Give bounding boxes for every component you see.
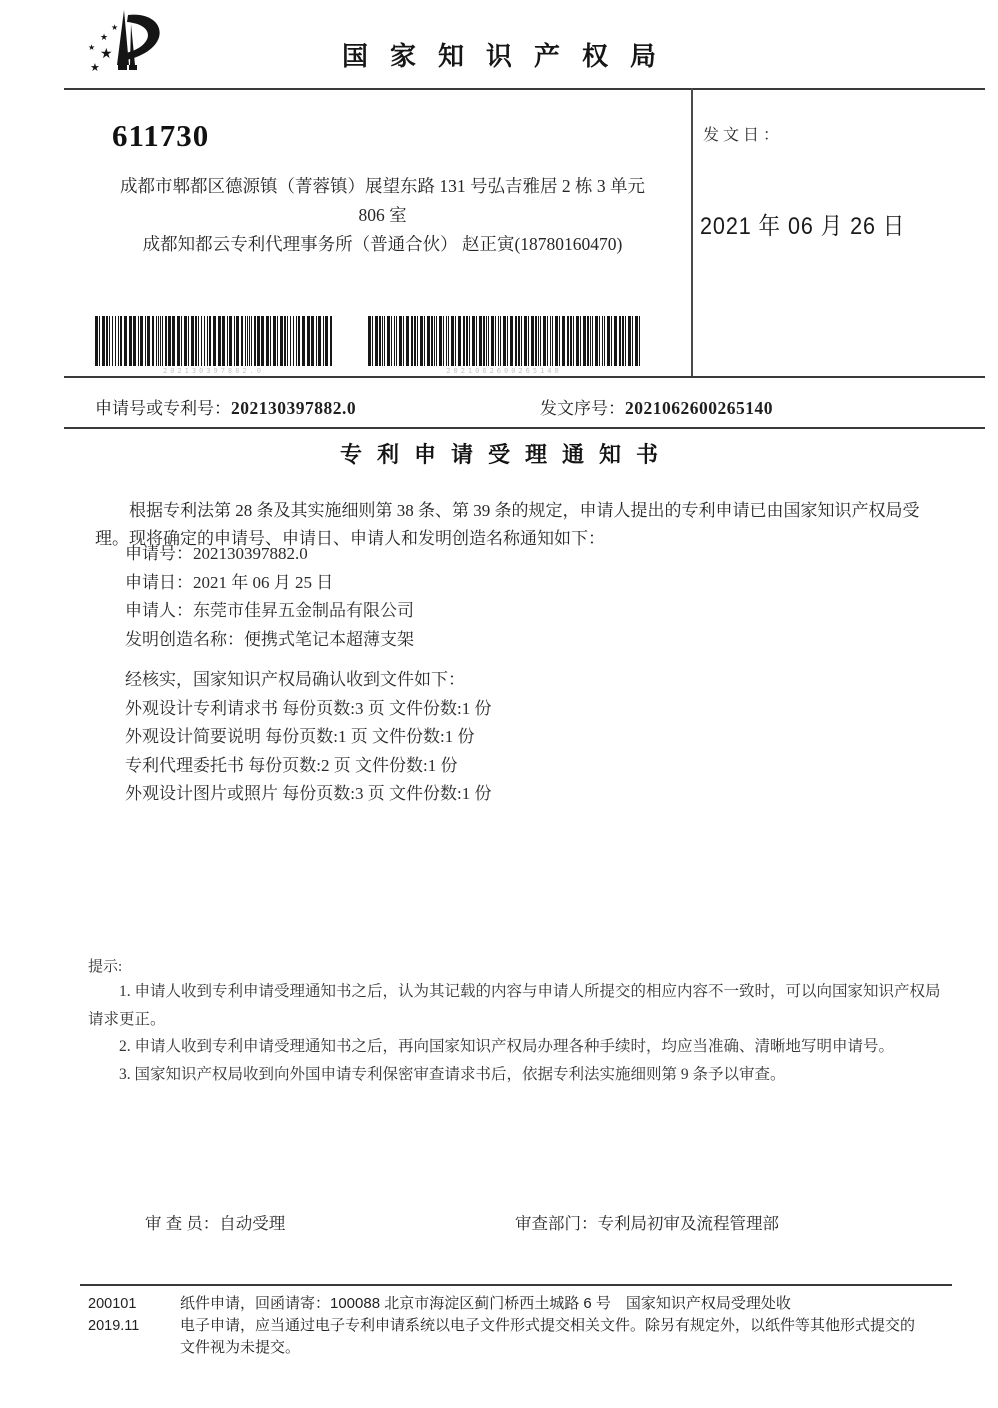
document-item: 外观设计图片或照片 每份页数:3 页 文件份数:1 份 bbox=[125, 784, 492, 803]
issue-date-value: 2021 年 06 月 26 日 bbox=[700, 213, 906, 240]
field-applicant bbox=[125, 597, 414, 626]
serial-number-item bbox=[540, 394, 773, 419]
field-value: 便携式笔记本超薄支架 bbox=[244, 629, 414, 649]
divider-vertical bbox=[691, 88, 693, 376]
footer-note-electronic: 电子申请，应当通过电子专利申请系统以电子文件形式提交相关文件。除另有规定外，以纸件等其他形式提交的文件视为未提交。 bbox=[180, 1317, 916, 1356]
barcode-caption-2: 2021062600265140 bbox=[446, 367, 562, 375]
field-label: 申请号： bbox=[125, 544, 193, 563]
address-line-1: 成都市郫都区德源镇（菁蓉镇）展望东路 131 号弘吉雅居 2 栋 3 单元 bbox=[120, 176, 645, 196]
notice-title: 专利申请受理通知书 bbox=[339, 442, 673, 467]
star-icon: ★ bbox=[88, 43, 96, 52]
field-label: 发明创造名称： bbox=[125, 629, 244, 649]
application-number-label: 申请号或专利号： bbox=[95, 399, 231, 418]
star-icon: ★ bbox=[100, 47, 113, 62]
address-line-2: 806 室 bbox=[358, 205, 407, 225]
document-item: 外观设计专利请求书 每份页数:3 页 文件份数:1 份 bbox=[125, 698, 492, 718]
serial-number-label: 发文序号： bbox=[540, 399, 625, 418]
department-label: 审查部门： bbox=[515, 1214, 598, 1233]
tips-label: 提示: bbox=[88, 959, 123, 975]
received-documents bbox=[125, 666, 491, 809]
footer-code-2: 2019.11 bbox=[88, 1318, 140, 1334]
tip-item-1: 1. 申请人收到专利申请受理通知书之后，认为其记载的内容与申请人所提交的相应内容不一致时，可以向国家知识产权局请求更正。 bbox=[88, 983, 941, 1028]
tip-item-2: 2. 申请人收到专利申请受理通知书之后，再向国家知识产权局办理各种手续时，均应当准确、清晰地写明申请号。 bbox=[119, 1038, 895, 1055]
star-icon: ★ bbox=[90, 62, 100, 74]
footer-note-paper: 纸件申请，回函请寄：100088 北京市海淀区蓟门桥西土城路 6 号 国家知识产权局受理处收 bbox=[180, 1295, 791, 1312]
application-fields bbox=[125, 540, 414, 654]
tip-item-3: 3. 国家知识产权局收到向外国申请专利保密审查请求书后，依据专利法实施细则第 9 条予以审查。 bbox=[119, 1065, 786, 1083]
examiner-label: 审 查 员： bbox=[145, 1214, 220, 1233]
field-value: 东莞市佳昇五金制品有限公司 bbox=[193, 601, 414, 620]
recipient-address-block bbox=[90, 172, 675, 259]
examiner-value: 自动受理 bbox=[219, 1214, 286, 1233]
footer-code-1: 200101 bbox=[88, 1296, 137, 1312]
document-item: 外观设计简要说明 每份页数:1 页 文件份数:1 份 bbox=[125, 727, 475, 746]
field-label: 申请日： bbox=[125, 572, 193, 592]
agent-line: 成都知都云专利代理事务所（普通合伙） 赵正寅(18780160470) bbox=[142, 234, 623, 254]
field-label: 申请人： bbox=[125, 601, 193, 620]
divider-footer bbox=[80, 1284, 952, 1286]
barcode-caption-1: 202130397882.0 bbox=[162, 367, 264, 375]
star-icon: ★ bbox=[111, 23, 119, 32]
barcode-application-number bbox=[95, 316, 332, 366]
barcode-serial-number bbox=[368, 316, 640, 366]
footer-codes bbox=[88, 1293, 139, 1337]
confirm-line: 经核实，国家知识产权局确认收到文件如下： bbox=[125, 670, 465, 689]
examiner-item bbox=[145, 1210, 285, 1234]
star-icon: ★ bbox=[100, 32, 109, 42]
notice-intro: 根据专利法第 28 条及其实施细则第 38 条、第 39 条的规定，申请人提出的专利申请已由国家知识产权局受理。现将确定的申请号、申请日、申请人和发明创造名称通知如下： bbox=[95, 501, 920, 548]
field-invention-title bbox=[125, 626, 414, 655]
field-value: 2021 年 06 月 25 日 bbox=[193, 572, 334, 592]
serial-number-value: 2021062600265140 bbox=[625, 398, 773, 418]
agency-title: 国家知识产权局 bbox=[341, 41, 678, 71]
application-number-value: 202130397882.0 bbox=[231, 398, 357, 418]
document-item: 专利代理委托书 每份页数:2 页 文件份数:1 份 bbox=[125, 755, 458, 775]
department-item bbox=[515, 1210, 779, 1234]
issue-date-label: 发文日： bbox=[703, 127, 784, 144]
divider-number-row-bottom bbox=[64, 427, 985, 429]
field-value: 202130397882.0 bbox=[193, 544, 308, 563]
field-application-no bbox=[125, 540, 414, 569]
postal-code: 611730 bbox=[112, 118, 210, 153]
application-number-item bbox=[95, 394, 356, 419]
tips-list bbox=[88, 978, 944, 1088]
divider-header bbox=[64, 88, 985, 90]
footer-notes bbox=[180, 1293, 928, 1359]
department-value: 专利局初审及流程管理部 bbox=[597, 1214, 779, 1233]
field-application-date bbox=[125, 569, 414, 598]
